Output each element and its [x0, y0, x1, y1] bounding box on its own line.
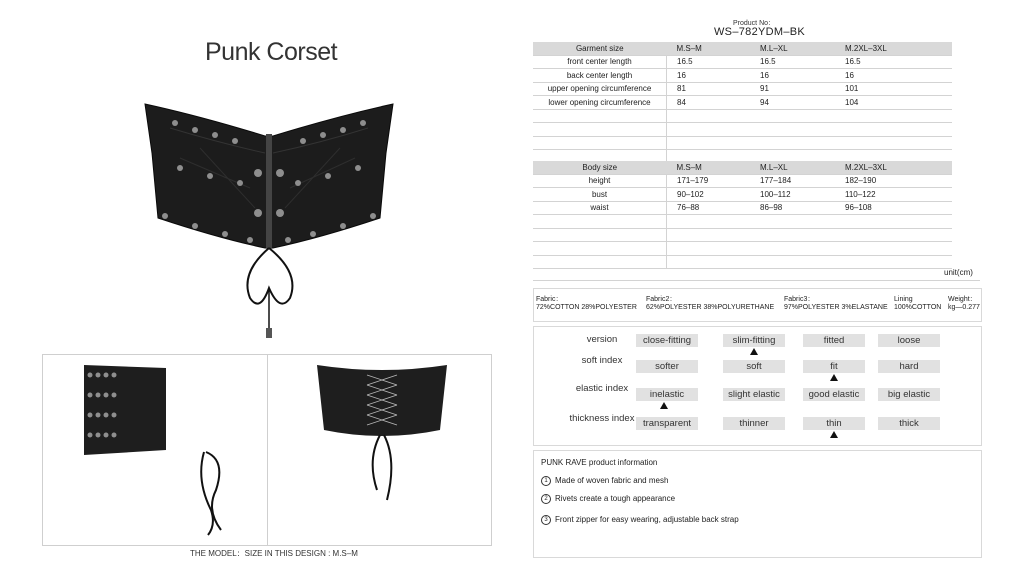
- table-cell: 16.5: [667, 55, 761, 69]
- header-cell: Garment size: [533, 42, 667, 55]
- unit-label: unit(cm): [944, 268, 973, 277]
- empty-row: [533, 228, 952, 242]
- model-size-caption: THE MODEL：SIZE IN THIS DESIGN : M.S–M: [190, 549, 358, 558]
- lining-value: 100%COTTON: [894, 304, 942, 311]
- table-cell: 86–98: [760, 201, 845, 215]
- fit-index-panel: [533, 326, 982, 446]
- number-icon: 1: [541, 476, 551, 486]
- table-cell: 76–88: [667, 201, 761, 215]
- option-chip: transparent: [636, 417, 698, 430]
- corset-back-photo: [312, 360, 452, 510]
- info-item-text: Front zipper for easy wearing, adjustable back strap: [555, 515, 739, 525]
- empty-row: [533, 109, 952, 123]
- table-row: [533, 188, 952, 202]
- table-cell: 182–190: [845, 174, 952, 188]
- table-cell: 96–108: [845, 201, 952, 215]
- fabric3-label: Fabric3：: [784, 296, 815, 303]
- option-chip: softer: [636, 360, 698, 373]
- info-item: [541, 476, 668, 486]
- table-cell: 91: [760, 82, 845, 96]
- table-cell: 110–122: [845, 188, 952, 202]
- table-row: [533, 55, 952, 69]
- fabric3: [784, 296, 888, 312]
- option-chip: slight elastic: [723, 388, 785, 401]
- weight-label: Weight：: [948, 296, 977, 303]
- index-label-thickness: thickness index: [569, 413, 635, 424]
- empty-row: [533, 255, 952, 269]
- corset-front-photo: [140, 98, 398, 343]
- row-label: front center length: [533, 55, 667, 69]
- option-chip: fitted: [803, 334, 865, 347]
- table-cell: 90–102: [667, 188, 761, 202]
- empty-row: [533, 136, 952, 150]
- fabric2-label: Fabric2：: [646, 296, 677, 303]
- table-cell: 16: [760, 69, 845, 83]
- garment-size-table: [533, 42, 952, 164]
- empty-row: [533, 123, 952, 137]
- row-label: waist: [533, 201, 667, 215]
- corset-side-photo: [76, 360, 226, 538]
- table-cell: 16.5: [845, 55, 952, 69]
- table-cell: 94: [760, 96, 845, 110]
- option-chip: fit: [803, 360, 865, 373]
- row-label: upper opening circumference: [533, 82, 667, 96]
- table-cell: 100–112: [760, 188, 845, 202]
- fabric1-value: 72%COTTON 28%POLYESTER: [536, 304, 637, 311]
- header-cell: M.S–M: [667, 42, 761, 55]
- option-chip: inelastic: [636, 388, 698, 401]
- table-header-row: [533, 42, 952, 55]
- empty-row: [533, 215, 952, 229]
- option-chip: thinner: [723, 417, 785, 430]
- table-header-row: [533, 161, 952, 174]
- index-label-elastic: elastic index: [575, 383, 629, 394]
- option-chip: hard: [878, 360, 940, 373]
- table-row: [533, 201, 952, 215]
- fabric1: [536, 296, 637, 312]
- product-number: WS–782YDM–BK: [714, 26, 806, 38]
- table-row: [533, 96, 952, 110]
- info-item: [541, 494, 675, 504]
- product-number-label: Product No：: [733, 20, 776, 27]
- row-label: height: [533, 174, 667, 188]
- index-label-version: version: [586, 334, 618, 345]
- info-item: [541, 515, 739, 525]
- table-row: [533, 69, 952, 83]
- option-chip: loose: [878, 334, 940, 347]
- fabric2: [646, 296, 774, 312]
- fabric2-value: 62%POLYESTER 38%POLYURETHANE: [646, 304, 775, 311]
- info-item-text: Made of woven fabric and mesh: [555, 476, 669, 486]
- table-cell: 104: [845, 96, 952, 110]
- info-title: PUNK RAVE product information: [541, 458, 658, 467]
- header-cell: M.L–XL: [760, 42, 845, 55]
- row-label: back center length: [533, 69, 667, 83]
- fabric-composition-box: [533, 288, 982, 322]
- empty-row: [533, 242, 952, 256]
- row-label: lower opening circumference: [533, 96, 667, 110]
- info-item-text: Rivets create a tough appearance: [555, 494, 676, 504]
- option-chip: good elastic: [803, 388, 865, 401]
- option-chip: soft: [723, 360, 785, 373]
- index-label-soft: soft index: [581, 355, 623, 366]
- page-title: Punk Corset: [205, 38, 338, 66]
- table-cell: 16: [845, 69, 952, 83]
- selected-marker-icon: [660, 402, 668, 409]
- header-cell: Body size: [533, 161, 667, 174]
- number-icon: 2: [541, 494, 551, 504]
- product-info-box: [533, 450, 982, 558]
- row-label: bust: [533, 188, 667, 202]
- body-size-table: [533, 161, 952, 269]
- table-row: [533, 82, 952, 96]
- table-cell: 101: [845, 82, 952, 96]
- header-cell: M.2XL–3XL: [845, 42, 952, 55]
- table-cell: 16: [667, 69, 761, 83]
- option-chip: big elastic: [878, 388, 940, 401]
- option-chip: close-fitting: [636, 334, 698, 347]
- weight-value: kg—0.277: [948, 304, 980, 311]
- lining: [894, 296, 941, 312]
- selected-marker-icon: [750, 348, 758, 355]
- fabric1-label: Fabric：: [536, 296, 563, 303]
- number-icon: 3: [541, 515, 551, 525]
- frame-divider: [267, 355, 268, 545]
- table-cell: 171–179: [667, 174, 761, 188]
- weight: [948, 296, 980, 312]
- selected-marker-icon: [830, 374, 838, 381]
- header-cell: M.L–XL: [760, 161, 845, 174]
- table-cell: 16.5: [760, 55, 845, 69]
- header-cell: M.S–M: [667, 161, 761, 174]
- table-cell: 84: [667, 96, 761, 110]
- table-cell: 81: [667, 82, 761, 96]
- option-chip: thick: [878, 417, 940, 430]
- fabric3-value: 97%POLYESTER 3%ELASTANE: [784, 304, 888, 311]
- header-cell: M.2XL–3XL: [845, 161, 952, 174]
- table-cell: 177–184: [760, 174, 845, 188]
- option-chip: slim-fitting: [723, 334, 785, 347]
- table-row: [533, 174, 952, 188]
- option-chip: thin: [803, 417, 865, 430]
- selected-marker-icon: [830, 431, 838, 438]
- lining-label: Lining: [894, 296, 913, 303]
- table-bottom-line: [533, 280, 980, 281]
